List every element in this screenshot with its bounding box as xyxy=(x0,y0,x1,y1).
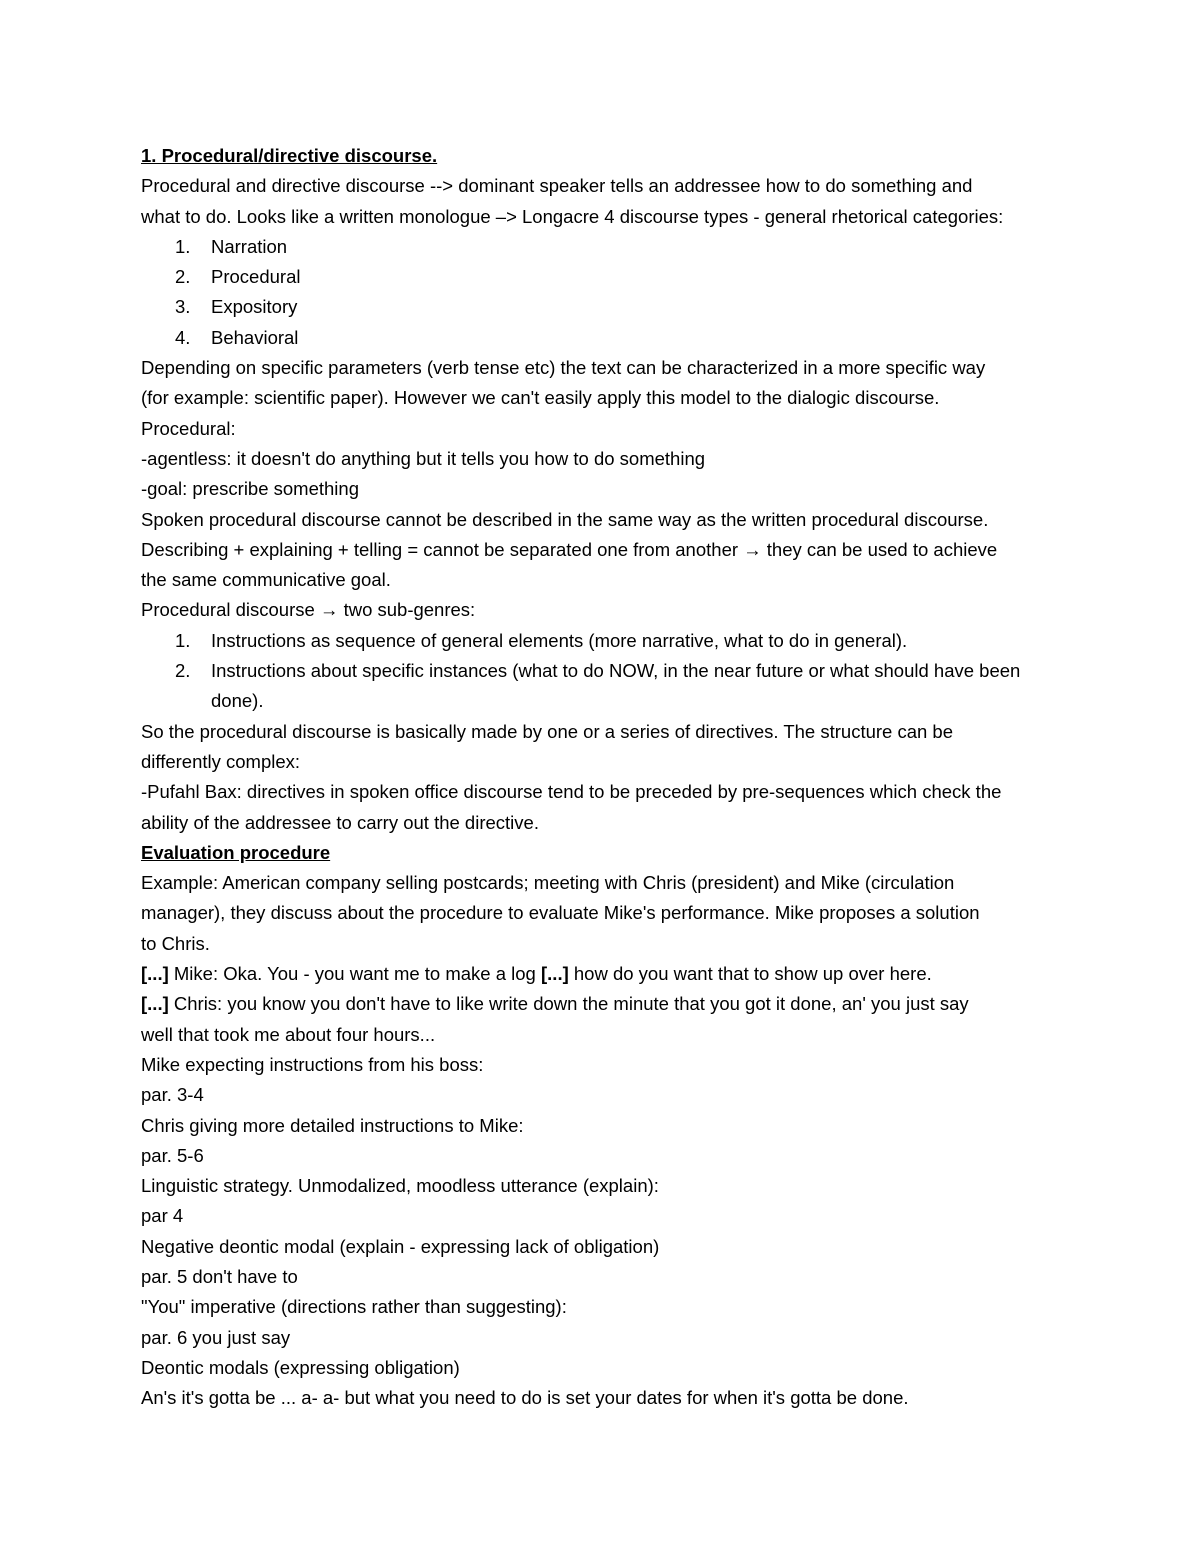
quote-chris-text: Chris: you know you don't have to like write down the minute that you got it done, an' you just say xyxy=(168,993,969,1015)
list-number: 4. xyxy=(175,326,191,348)
list-item xyxy=(141,323,1071,353)
list-number: 1. xyxy=(175,235,191,257)
list-item xyxy=(141,626,1071,656)
list-number: 2. xyxy=(175,660,191,682)
ellipsis-bracket: [...] xyxy=(141,993,169,1015)
agentless-line: -agentless: it doesn't do anything but it tells you how to do something xyxy=(141,447,706,469)
list-item-label: Instructions about specific instances (what to do NOW, in the near future or what should have been done). xyxy=(211,660,1021,712)
par-4-line: par 4 xyxy=(141,1205,184,1227)
describing-text-b: they can be used to achieve xyxy=(766,538,998,560)
quote-chris-line-2: well that took me about four hours... xyxy=(141,1023,436,1045)
par-5-line: par. 5 don't have to xyxy=(141,1265,298,1287)
goal-line: -goal: prescribe something xyxy=(141,478,359,500)
subgenres-list xyxy=(141,626,1071,717)
par-6-line: par. 6 you just say xyxy=(141,1326,291,1348)
evaluation-heading: Evaluation procedure xyxy=(141,841,331,863)
list-item-label: Expository xyxy=(211,296,298,318)
mike-expecting-line: Mike expecting instructions from his boss: xyxy=(141,1053,484,1075)
quote-mike-end: how do you want that to show up over here. xyxy=(568,963,932,985)
intro-line-2: what to do. Looks like a written monologue –> Longacre 4 discourse types - general rhetorical categories: xyxy=(141,205,1004,227)
pufahl-line-1: -Pufahl Bax: directives in spoken office discourse tend to be preceded by pre-sequences which check the xyxy=(141,781,1002,803)
directives-line-2: differently complex: xyxy=(141,750,301,772)
gotta-line: An's it's gotta be ... a- a- but what you need to do is set your dates for when it's gotta be done. xyxy=(141,1387,909,1409)
list-item-label: Behavioral xyxy=(211,326,299,348)
list-item-label: Procedural xyxy=(211,266,301,288)
quote-chris xyxy=(141,989,1071,1019)
directives-line-1: So the procedural discourse is basically made by one or a series of directives. The structure can be xyxy=(141,720,954,742)
parameters-line-2: (for example: scientific paper). However we can't easily apply this model to the dialogic discourse. xyxy=(141,387,940,409)
list-number: 3. xyxy=(175,296,191,318)
example-line-2: manager), they discuss about the procedure to evaluate Mike's performance. Mike proposes a solution xyxy=(141,902,980,924)
list-item xyxy=(141,656,1071,717)
negative-deontic-line: Negative deontic modal (explain - expressing lack of obligation) xyxy=(141,1235,660,1257)
list-item xyxy=(141,232,1071,262)
arrow-right-icon: → xyxy=(743,538,762,560)
page-title: 1. Procedural/directive discourse. xyxy=(141,145,438,166)
pufahl-line-2: ability of the addressee to carry out the directive. xyxy=(141,811,539,833)
quote-mike xyxy=(141,959,1071,989)
describing-line xyxy=(141,535,1071,565)
you-imperative-line: "You" imperative (directions rather than suggesting): xyxy=(141,1296,567,1318)
ellipsis-bracket: [...] xyxy=(141,963,169,985)
example-line-3: to Chris. xyxy=(141,932,210,954)
deontic-modals-line: Deontic modals (expressing obligation) xyxy=(141,1356,460,1378)
discourse-types-list xyxy=(141,232,1071,353)
par-3-4-line: par. 3-4 xyxy=(141,1084,204,1106)
subgenres-text-b: two sub-genres: xyxy=(343,599,476,621)
example-line-1: Example: American company selling postcards; meeting with Chris (president) and Mike (circulation xyxy=(141,872,955,894)
document-page xyxy=(141,141,1071,1413)
subgenres-line xyxy=(141,595,1071,625)
arrow-right-icon: → xyxy=(319,599,339,621)
list-item-label: Narration xyxy=(211,235,288,257)
chris-giving-line: Chris giving more detailed instructions to Mike: xyxy=(141,1114,524,1136)
list-item xyxy=(141,292,1071,322)
ellipsis-bracket: [...] xyxy=(541,963,569,985)
linguistic-strategy-line: Linguistic strategy. Unmodalized, moodless utterance (explain): xyxy=(141,1175,659,1197)
procedural-label: Procedural: xyxy=(141,417,236,439)
list-number: 1. xyxy=(175,629,191,651)
describing-text-a: Describing + explaining + telling = cannot be separated one from another xyxy=(141,538,739,560)
list-item xyxy=(141,262,1071,292)
quote-mike-text: Mike: Oka. You - you want me to make a log xyxy=(168,963,541,985)
parameters-line-1: Depending on specific parameters (verb tense etc) the text can be characterized in a more specific way xyxy=(141,357,986,379)
spoken-line: Spoken procedural discourse cannot be described in the same way as the written procedural discourse. xyxy=(141,508,989,530)
list-item-label: Instructions as sequence of general elements (more narrative, what to do in general). xyxy=(211,629,908,651)
list-number: 2. xyxy=(175,266,191,288)
par-5-6-line: par. 5-6 xyxy=(141,1144,204,1166)
same-goal-line: the same communicative goal. xyxy=(141,569,391,591)
subgenres-text-a: Procedural discourse xyxy=(141,599,315,621)
intro-line-1: Procedural and directive discourse --> dominant speaker tells an addressee how to do something and xyxy=(141,175,973,197)
